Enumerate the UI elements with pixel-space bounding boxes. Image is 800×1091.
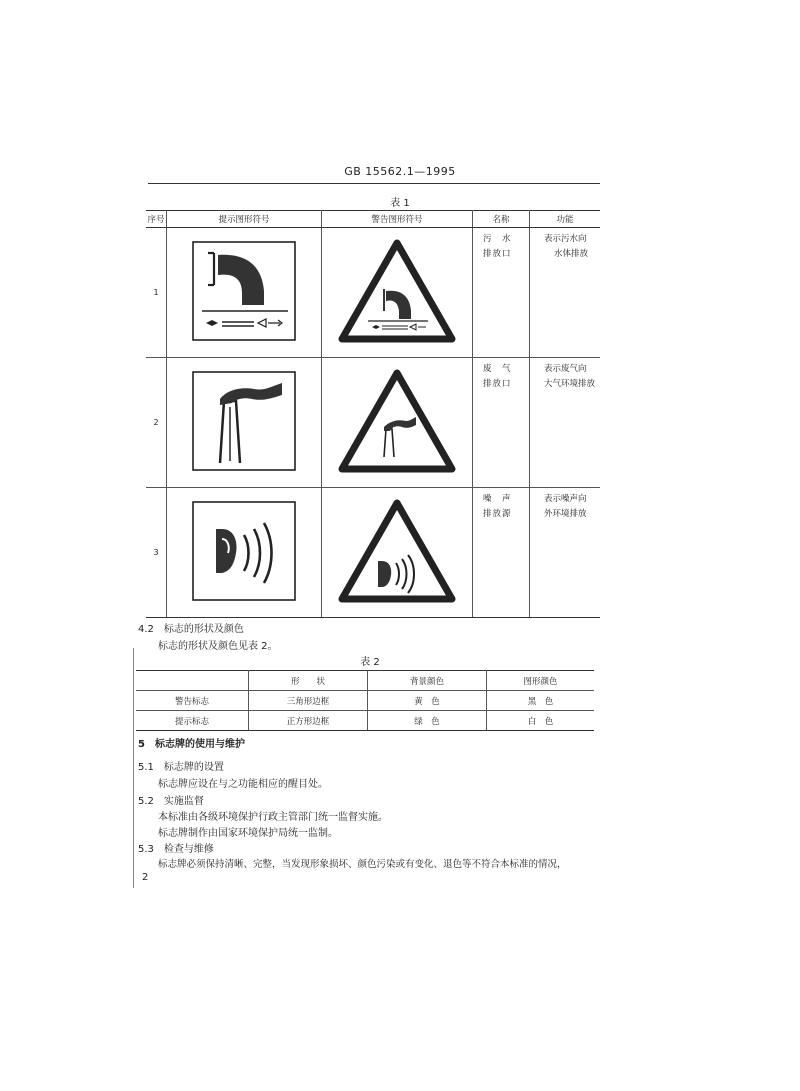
table2-cell: 白 色 bbox=[487, 711, 595, 731]
section-5-1-heading: 5.1 标志牌的设置 bbox=[138, 762, 224, 773]
row-name-line2: 排放源 bbox=[483, 509, 512, 519]
col-header-no: 序号 bbox=[146, 211, 167, 228]
section-5-1-text: 标志牌应设在与之功能相应的醒目处。 bbox=[158, 779, 328, 790]
warning-symbol-cell bbox=[322, 228, 473, 358]
table-row bbox=[136, 711, 594, 731]
table-row bbox=[136, 691, 594, 711]
warning-symbol-cell bbox=[322, 358, 473, 488]
table2-header-bg-color: 背景颜色 bbox=[368, 671, 487, 691]
shape-color-table bbox=[136, 670, 594, 731]
section-5-2-text-2: 标志牌制作由国家环境保护局统一监制。 bbox=[158, 828, 338, 839]
table2-caption: 表 2 bbox=[360, 657, 380, 668]
header-rule bbox=[148, 183, 600, 184]
col-header-name: 名称 bbox=[473, 211, 530, 228]
row-function-line1: 表示污水向 bbox=[544, 234, 587, 244]
row-function-cell bbox=[530, 228, 601, 358]
row-number: 2 bbox=[146, 358, 167, 488]
section-5-3-text: 标志牌必须保持清晰、完整，当发现形象损坏、颜色污染或有变化、退色等不符合本标准的情况， bbox=[158, 859, 567, 870]
table-row bbox=[146, 488, 600, 618]
row-function-cell bbox=[530, 488, 601, 618]
table-row bbox=[146, 358, 600, 488]
col-header-prompt-symbol: 提示图形符号 bbox=[167, 211, 322, 228]
table2-cell: 警告标志 bbox=[136, 691, 249, 711]
row-name-cell bbox=[473, 228, 530, 358]
symbols-table bbox=[146, 210, 600, 618]
row-number: 3 bbox=[146, 488, 167, 618]
margin-line bbox=[133, 648, 134, 888]
standard-number-header: GB 15562.1—1995 bbox=[344, 165, 456, 178]
table2-header-shape: 形 状 bbox=[249, 671, 368, 691]
table2-header-graphic-color: 图形颜色 bbox=[487, 671, 595, 691]
section-4-2-text: 标志的形状及颜色见表 2。 bbox=[158, 641, 278, 652]
row-name-line1: 废 气 bbox=[483, 364, 512, 374]
table2-cell: 黄 色 bbox=[368, 691, 487, 711]
row-function-line1: 表示废气向 bbox=[544, 364, 587, 374]
row-name-line1: 污 水 bbox=[483, 234, 512, 244]
row-name-line2: 排放口 bbox=[483, 379, 512, 389]
exhaust-outlet-warning-icon bbox=[338, 369, 456, 473]
table2-cell: 绿 色 bbox=[368, 711, 487, 731]
table2-cell: 三角形边框 bbox=[249, 691, 368, 711]
section-4-2-heading: 4.2 标志的形状及颜色 bbox=[138, 624, 244, 635]
prompt-symbol-cell bbox=[167, 358, 322, 488]
row-function-line2: 水体排放 bbox=[554, 249, 589, 259]
table-row bbox=[146, 228, 600, 358]
table2-cell: 提示标志 bbox=[136, 711, 249, 731]
section-5-3-heading: 5.3 检查与维修 bbox=[138, 844, 214, 855]
page-number: 2 bbox=[142, 872, 149, 883]
row-function-cell bbox=[530, 358, 601, 488]
row-name-cell bbox=[473, 488, 530, 618]
row-name-cell bbox=[473, 358, 530, 488]
row-function-line2: 大气环境排放 bbox=[544, 379, 596, 389]
sewage-outlet-warning-icon bbox=[338, 239, 456, 343]
prompt-symbol-cell bbox=[167, 488, 322, 618]
col-header-warning-symbol: 警告图形符号 bbox=[322, 211, 473, 228]
section-5-heading: 5 标志牌的使用与维护 bbox=[138, 739, 245, 750]
row-function-line2: 外环境排放 bbox=[544, 509, 587, 519]
row-name-line1: 噪 声 bbox=[483, 494, 512, 504]
row-number: 1 bbox=[146, 228, 167, 358]
section-5-2-heading: 5.2 实施监督 bbox=[138, 796, 204, 807]
table1-header-row bbox=[146, 211, 600, 228]
table2-cell: 正方形边框 bbox=[249, 711, 368, 731]
noise-source-warning-icon bbox=[338, 499, 456, 603]
row-name-line2: 排放口 bbox=[483, 249, 512, 259]
table2-cell: 黑 色 bbox=[487, 691, 595, 711]
warning-symbol-cell bbox=[322, 488, 473, 618]
exhaust-outlet-prompt-icon bbox=[192, 371, 296, 471]
prompt-symbol-cell bbox=[167, 228, 322, 358]
col-header-function: 功能 bbox=[530, 211, 601, 228]
section-5-2-text-1: 本标准由各级环境保护行政主管部门统一监督实施。 bbox=[158, 812, 388, 823]
table2-header-blank bbox=[136, 671, 249, 691]
noise-source-prompt-icon bbox=[192, 501, 296, 601]
row-function-line1: 表示噪声向 bbox=[544, 494, 587, 504]
table1-caption: 表 1 bbox=[390, 198, 410, 209]
sewage-outlet-prompt-icon bbox=[192, 241, 296, 341]
table2-header-row bbox=[136, 671, 594, 691]
